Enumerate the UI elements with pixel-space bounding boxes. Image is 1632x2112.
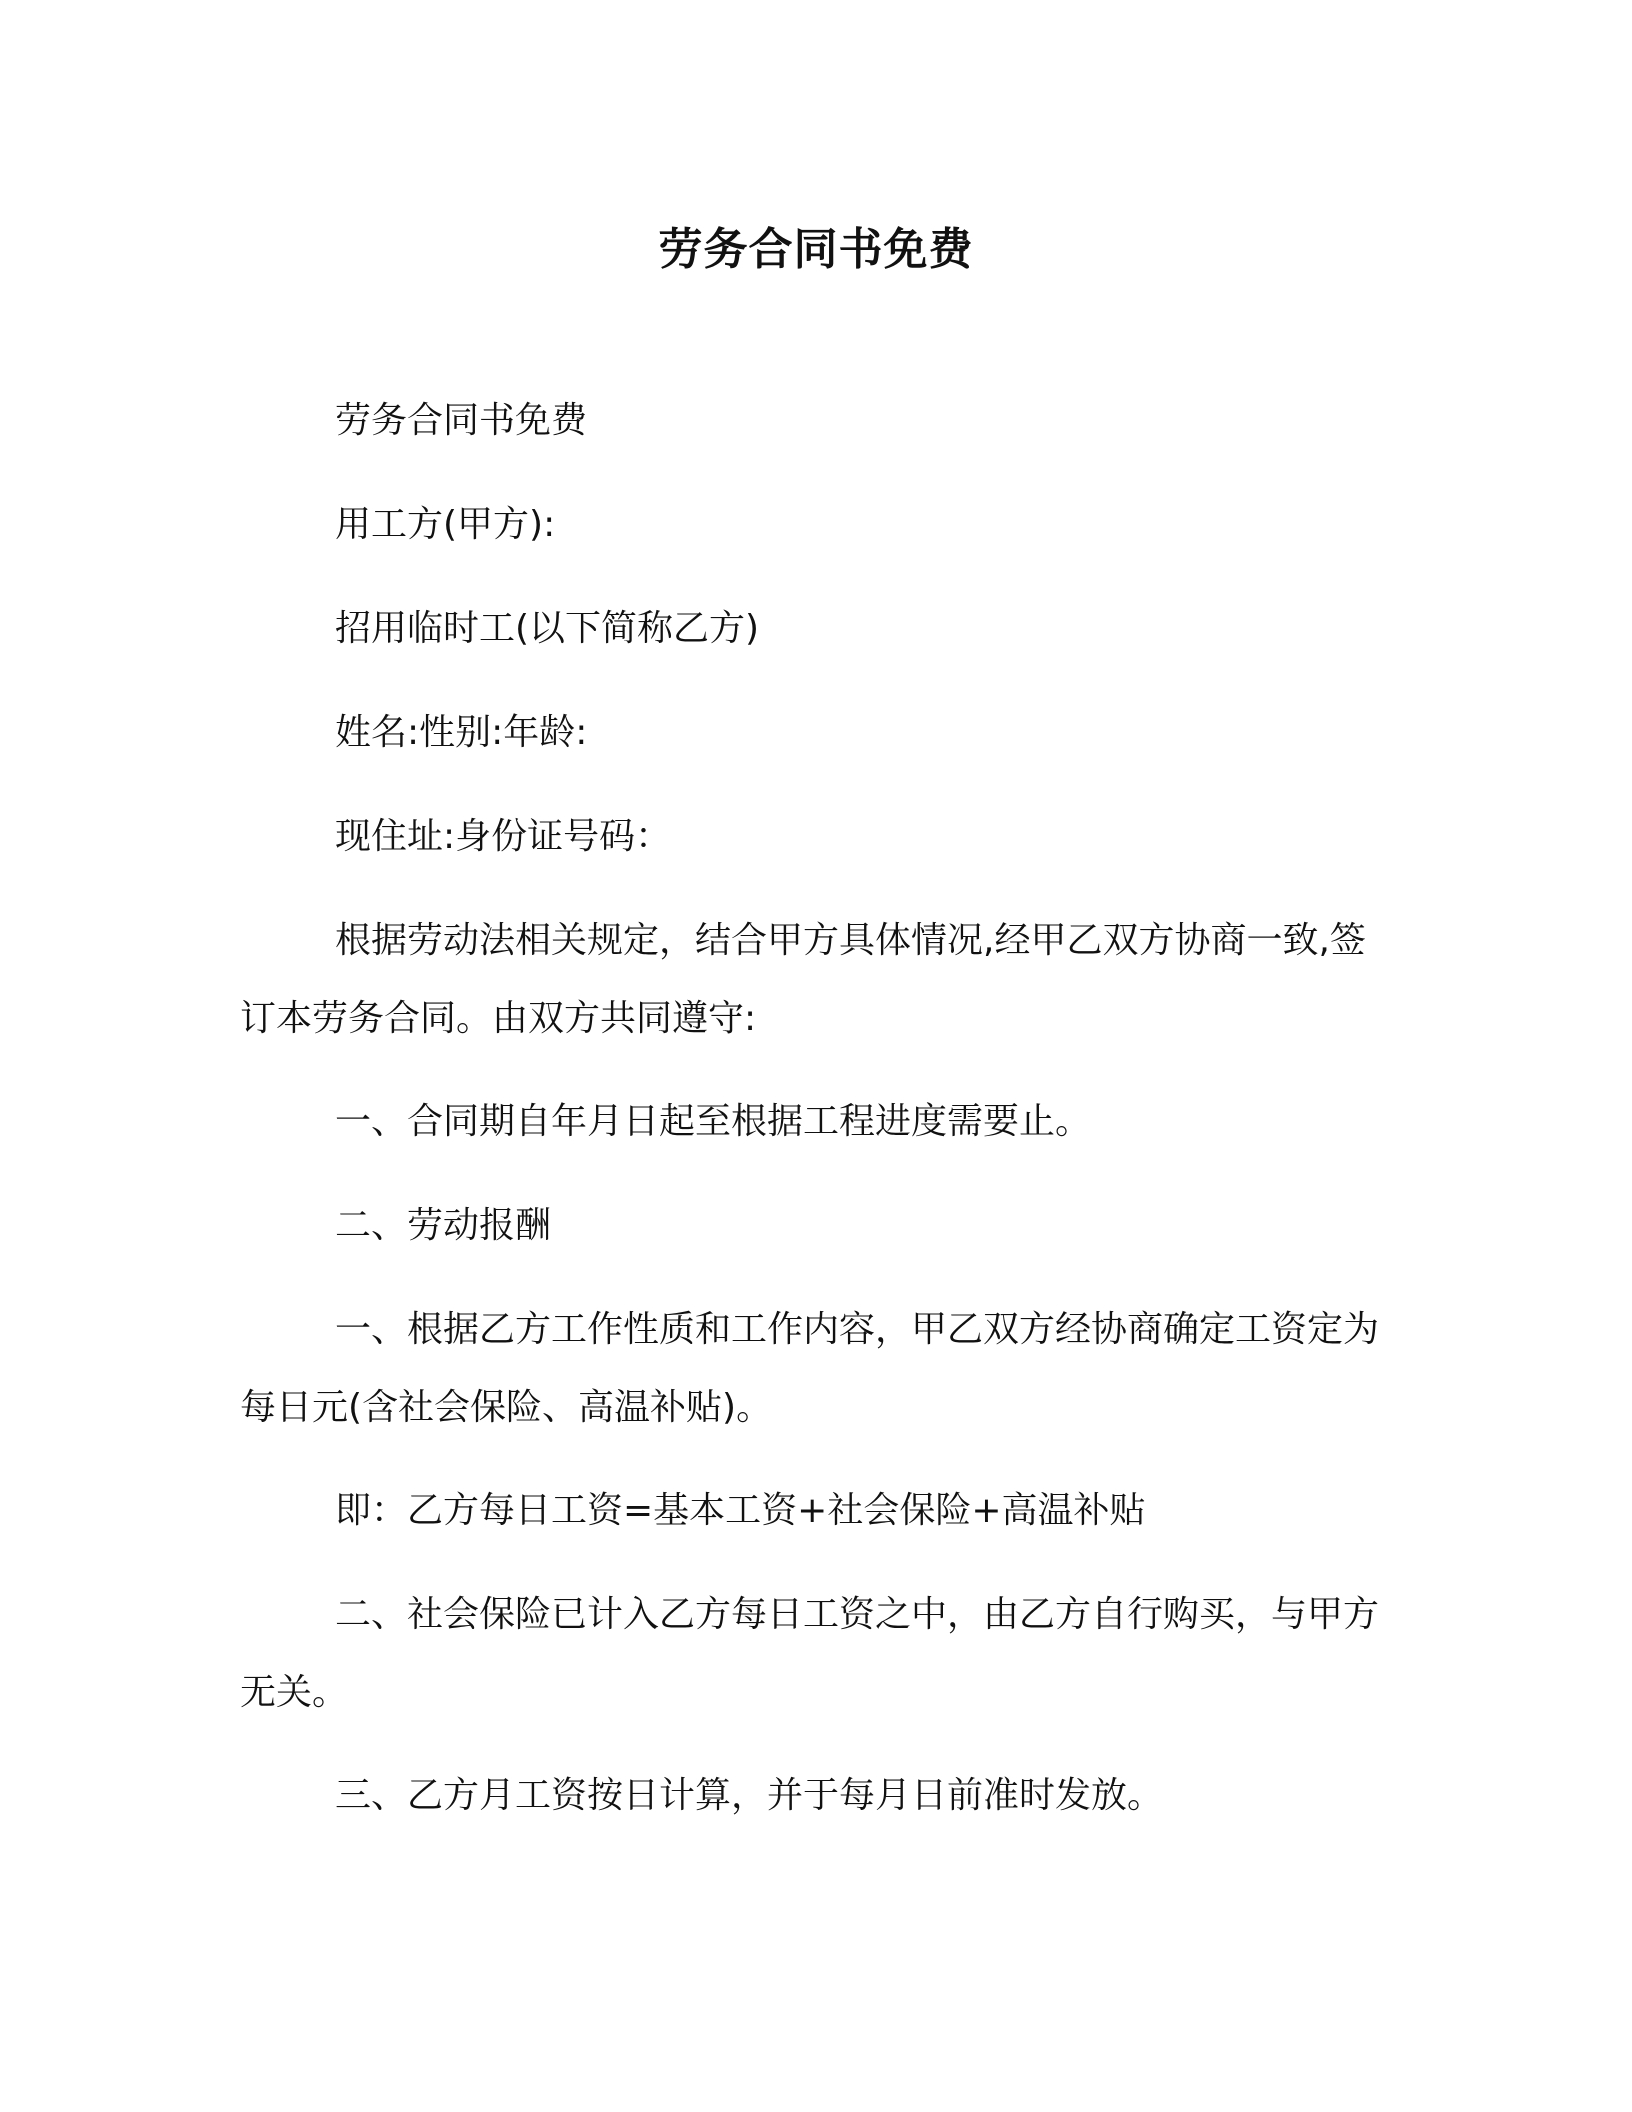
paragraph-social-insurance: 二、社会保险已计入乙方每日工资之中，由乙方自行购买，与甲方无关。 (240, 1594, 1380, 1713)
paragraph-remuneration-heading: 二、劳动报酬 (335, 1205, 552, 1246)
paragraph-name-gender-age: 姓名:性别:年龄: (335, 712, 588, 753)
paragraph-employer: 用工方(甲方): (335, 504, 556, 545)
paragraph-address-id: 现住址:身份证号码： (335, 816, 672, 857)
document-title: 劳务合同书免费 (658, 224, 974, 275)
paragraph-temp-worker: 招用临时工(以下简称乙方) (335, 608, 760, 649)
paragraph-wage-formula: 即：乙方每日工资=基本工资+社会保险+高温补贴 (335, 1490, 1146, 1531)
paragraph-preamble: 根据劳动法相关规定，结合甲方具体情况,经甲乙双方协商一致,签订本劳务合同。由双方共同遵守: (240, 920, 1366, 1039)
paragraph-monthly-payment: 三、乙方月工资按日计算，并于每月日前准时发放。 (335, 1775, 1164, 1816)
paragraph-subtitle: 劳务合同书免费 (335, 400, 588, 441)
paragraph-contract-term: 一、合同期自年月日起至根据工程进度需要止。 (335, 1101, 1092, 1142)
paragraph-daily-wage: 一、根据乙方工作性质和工作内容，甲乙双方经协商确定工资定为每日元(含社会保险、高温补贴)。 (240, 1309, 1380, 1428)
